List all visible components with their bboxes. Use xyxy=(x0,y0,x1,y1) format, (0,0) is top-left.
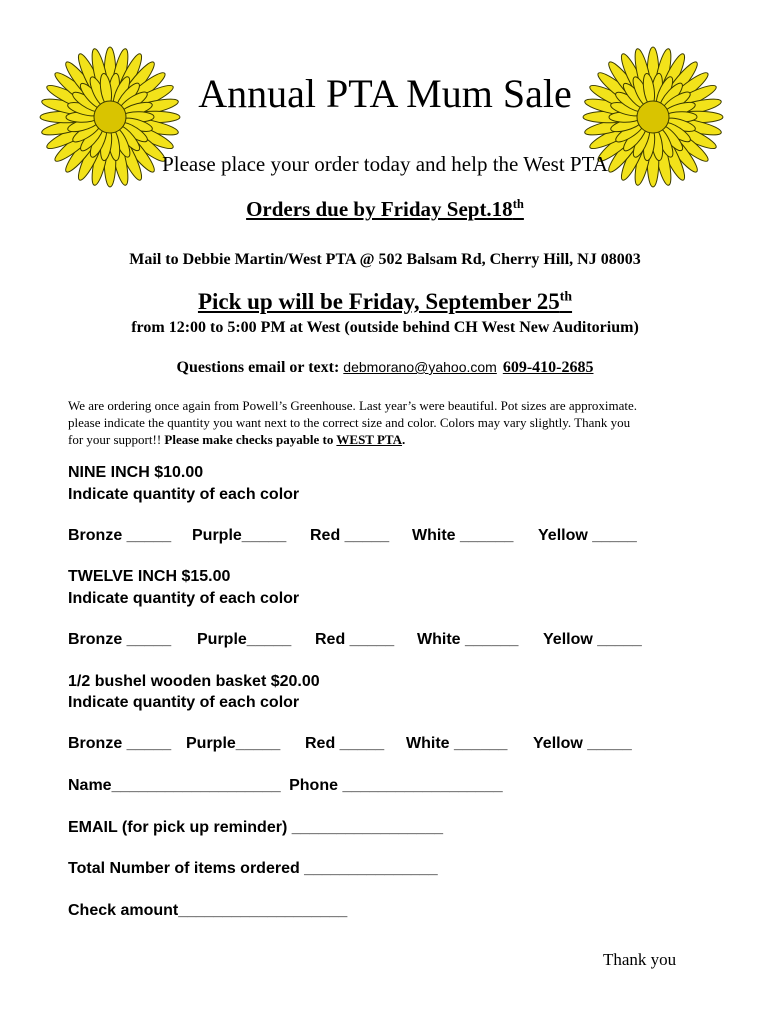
nine-inch-bronze-field[interactable]: Bronze _____ xyxy=(68,527,172,544)
basket-instruction: Indicate quantity of each color xyxy=(68,694,300,711)
basket-heading: 1/2 bushel wooden basket $20.00 xyxy=(68,673,320,690)
checks-payee: WEST PTA xyxy=(336,432,403,447)
closing-text: Thank you xyxy=(603,950,677,969)
orders-due-text: Orders due by Friday Sept.18 xyxy=(246,197,513,221)
email-field[interactable]: EMAIL (for pick up reminder) _________________ xyxy=(68,819,443,836)
page-title: Annual PTA Mum Sale xyxy=(198,71,572,116)
twelve-inch-bronze-field[interactable]: Bronze _____ xyxy=(68,631,172,648)
twelve-inch-heading: TWELVE INCH $15.00 xyxy=(68,568,231,585)
basket-white-field[interactable]: White ______ xyxy=(406,735,508,752)
nine-inch-white-field[interactable]: White ______ xyxy=(412,527,514,544)
twelve-inch-instruction: Indicate quantity of each color xyxy=(68,590,300,607)
nine-inch-instruction: Indicate quantity of each color xyxy=(68,486,300,503)
pickup-date-suffix: th xyxy=(559,288,573,304)
pickup-time: from 12:00 to 5:00 PM at West (outside behind CH West New Auditorium) xyxy=(131,319,639,336)
orders-due-date xyxy=(0,197,770,222)
intro-line-3 xyxy=(68,431,708,448)
checks-payable-label: Please make checks payable to xyxy=(164,432,337,447)
contact-email-link[interactable]: debmorano@yahoo.com xyxy=(343,359,497,375)
page-subtitle: Please place your order today and help the West PTA xyxy=(162,152,608,176)
intro-line-1: We are ordering once again from Powell’s Greenhouse. Last year’s were beautiful. Pot sizes are approximate. xyxy=(68,398,638,413)
nine-inch-yellow-field[interactable]: Yellow _____ xyxy=(538,527,637,544)
intro-line-3-start: for your support!! xyxy=(68,432,165,447)
basket-yellow-field[interactable]: Yellow _____ xyxy=(533,735,632,752)
mail-address: Mail to Debbie Martin/West PTA @ 502 Balsam Rd, Cherry Hill, NJ 08003 xyxy=(129,251,641,268)
basket-purple-field[interactable]: Purple_____ xyxy=(186,735,281,752)
check-amount-field[interactable]: Check amount___________________ xyxy=(68,902,348,919)
name-phone-row xyxy=(68,777,503,795)
basket-red-field[interactable]: Red _____ xyxy=(305,735,385,752)
questions-label: Questions email or text: xyxy=(176,359,344,376)
pickup-date xyxy=(0,289,770,315)
orders-due-suffix: th xyxy=(512,197,524,211)
intro-paragraph xyxy=(68,397,708,448)
twelve-inch-purple-field[interactable]: Purple_____ xyxy=(197,631,292,648)
twelve-inch-red-field[interactable]: Red _____ xyxy=(315,631,395,648)
basket-bronze-field[interactable]: Bronze _____ xyxy=(68,735,172,752)
intro-line-2: please indicate the quantity you want next to the correct size and color. Colors may vary slightly. Thank you xyxy=(68,415,631,430)
phone-field[interactable]: Phone __________________ xyxy=(289,777,503,794)
nine-inch-heading: NINE INCH $10.00 xyxy=(68,464,204,481)
pickup-date-text: Pick up will be Friday, September 25 xyxy=(197,289,560,314)
questions-contact xyxy=(0,359,770,377)
contact-phone: 609-410-2685 xyxy=(502,359,594,376)
name-field[interactable]: Name___________________ xyxy=(68,777,281,794)
twelve-inch-yellow-field[interactable]: Yellow _____ xyxy=(543,631,642,648)
twelve-inch-white-field[interactable]: White ______ xyxy=(417,631,519,648)
total-items-field[interactable]: Total Number of items ordered _______________ xyxy=(68,860,438,877)
checks-payee-period: . xyxy=(402,432,406,447)
nine-inch-purple-field[interactable]: Purple_____ xyxy=(192,527,287,544)
nine-inch-red-field[interactable]: Red _____ xyxy=(310,527,390,544)
